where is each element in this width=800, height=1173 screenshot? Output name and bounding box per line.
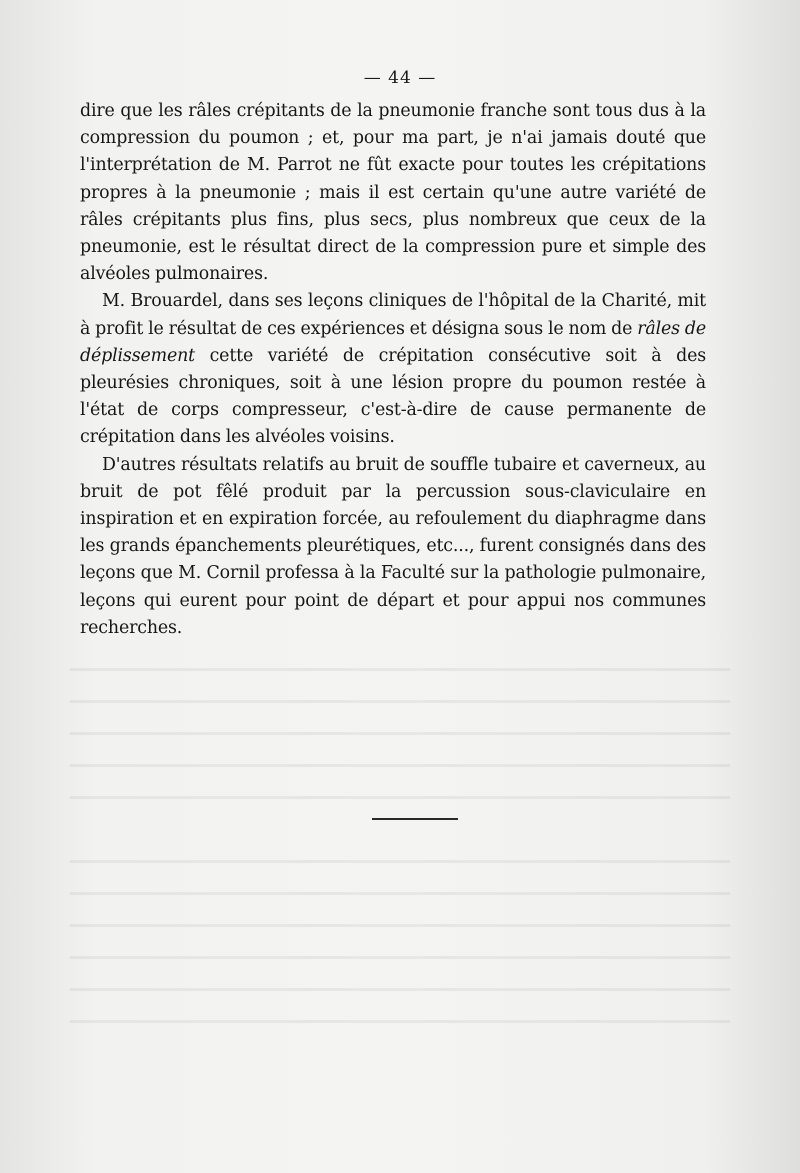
paragraph-2-italic-term: râles de déplissement [80, 318, 706, 366]
show-through-line [70, 700, 730, 703]
page-number: — 44 — [363, 68, 437, 88]
show-through-line [70, 860, 730, 863]
show-through-line [70, 1020, 730, 1023]
show-through-line [70, 668, 730, 671]
show-through-line [70, 796, 730, 799]
body-text [80, 98, 706, 642]
show-through-line [70, 892, 730, 895]
section-divider-rule [372, 818, 458, 820]
show-through-line [70, 924, 730, 927]
paragraph-1: dire que les râles crépitants de la pneumonie franche sont tous dus à la compression du poumon ; et, pour ma part, je n'ai jamais douté que l'interprétation de M. Parrot ne fût exacte pour toutes les crépitations propres à la pneumonie ; mais il est certain qu'une autre variété de râles crépitants plus fins, plus secs, plus nombreux que ceux de la pneumonie, est le résultat direct de la compression pure et simple des alvéoles pulmonaires. [80, 101, 706, 285]
paragraph-2 [80, 288, 706, 451]
show-through-line [70, 764, 730, 767]
paragraph-2-end: cette variété de crépitation consécutive soit à des pleurésies chroniques, soit à une lésion propre du poumon restée à l'état de corps compresseur, c'est-à-dire de cause permanente de crépitation dans les alvéoles voisins. [80, 345, 706, 448]
paragraph-3: D'autres résultats relatifs au bruit de souffle tubaire et caverneux, au bruit de pot fêlé produit par la percussion sous-claviculaire en inspiration et en expiration forcée, au refoulement du diaphragme dans les grands épanchements pleurétiques, etc..., furent consignés dans des leçons que M. Cornil professa à la Faculté sur la pathologie pulmonaire, leçons qui eurent pour point de départ et pour appui nos communes recherches. [80, 454, 706, 638]
show-through-line [70, 732, 730, 735]
show-through-line [70, 956, 730, 959]
paragraph-2-start: M. Brouardel, dans ses leçons cliniques de l'hôpital de la Charité, mit à profit le résultat de ces expériences et désigna sous le nom de [80, 291, 706, 339]
show-through-line [70, 988, 730, 991]
